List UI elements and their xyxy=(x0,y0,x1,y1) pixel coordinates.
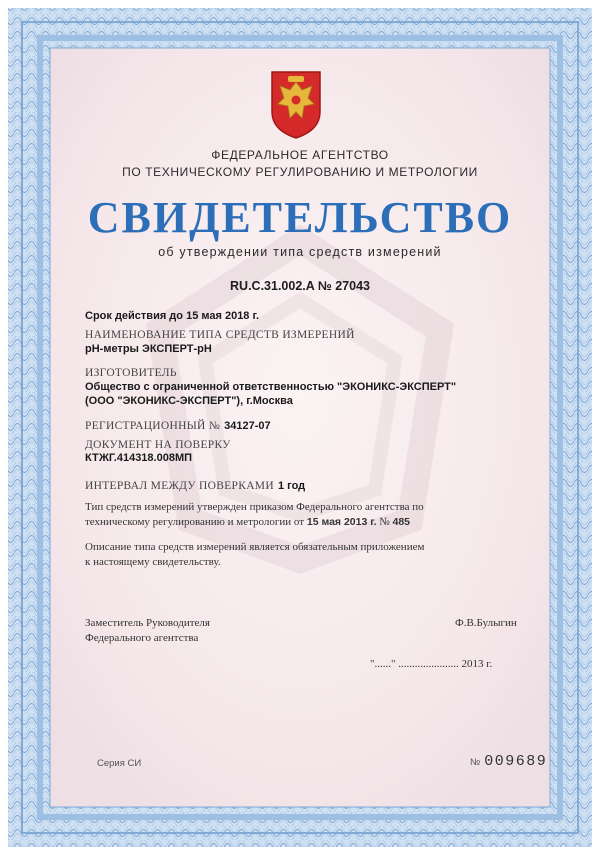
approval-order-date: 15 мая 2013 г. xyxy=(306,516,377,528)
position-line-2: Федерального агентства xyxy=(85,632,199,644)
approval-order-number: 485 xyxy=(392,516,411,528)
signature-date-line: "......" ...................... 2013 г. xyxy=(370,658,493,670)
approval-line-2-prefix: техническому регулированию и метрологии от xyxy=(85,516,305,528)
signatory-name: Ф.В.Булыгин xyxy=(455,617,517,629)
certificate-number-sign: № xyxy=(317,279,332,293)
verification-interval xyxy=(85,476,305,494)
manufacturer-label: ИЗГОТОВИТЕЛЬ xyxy=(85,367,177,379)
validity xyxy=(85,310,259,322)
serial-number xyxy=(470,752,547,770)
agency-name xyxy=(0,147,600,181)
series-label: Серия СИ xyxy=(97,758,142,769)
manufacturer-line-2: (ООО "ЭКОНИКС-ЭКСПЕРТ"), г.Москва xyxy=(85,395,293,407)
manufacturer-line-1: Общество с ограниченной ответственностью "ЭКОНИКС-ЭКСПЕРТ" xyxy=(85,381,457,393)
description-line-1: Описание типа средств измерений является обязательным приложением xyxy=(85,541,425,553)
serial-number-value: 009689 xyxy=(484,753,548,770)
serial-number-sign: № xyxy=(470,757,481,768)
document-subtitle: об утверждении типа средств измерений xyxy=(158,245,442,259)
signatory-position xyxy=(85,616,210,646)
certificate-number-value: 27043 xyxy=(335,279,370,293)
interval-label: ИНТЕРВАЛ МЕЖДУ ПОВЕРКАМИ xyxy=(85,480,274,492)
description-line-2: к настоящему свидетельству. xyxy=(85,556,221,568)
certificate-number xyxy=(0,279,600,293)
validity-date: 15 мая 2018 г. xyxy=(186,310,260,322)
approval-line-2 xyxy=(85,515,523,530)
type-name-value: pH-метры ЭКСПЕРТ-pH xyxy=(85,343,212,355)
agency-line-1: ФЕДЕРАЛЬНОЕ АГЕНТСТВО xyxy=(211,148,389,162)
approval-order-number-sign: № xyxy=(379,516,390,528)
type-name-label: НАИМЕНОВАНИЕ ТИПА СРЕДСТВ ИЗМЕРЕНИЙ xyxy=(85,329,355,341)
registration-label: РЕГИСТРАЦИОННЫЙ № xyxy=(85,420,221,432)
verification-doc-label: ДОКУМЕНТ НА ПОВЕРКУ xyxy=(85,439,231,451)
certificate-code: RU.C.31.002.A xyxy=(230,279,315,293)
registration-number xyxy=(85,416,271,434)
approval-line-1: Тип средств измерений утвержден приказом Федерального агентства по xyxy=(85,501,424,513)
registration-value: 34127-07 xyxy=(224,420,271,432)
validity-label: Срок действия до xyxy=(85,310,184,322)
description-text xyxy=(85,540,523,570)
interval-value: 1 год xyxy=(277,480,306,492)
coat-of-arms-icon xyxy=(268,68,324,140)
verification-doc-value: КТЖГ.414318.008МП xyxy=(85,452,193,464)
approval-text xyxy=(85,500,523,530)
agency-line-2: ПО ТЕХНИЧЕСКОМУ РЕГУЛИРОВАНИЮ И МЕТРОЛОГИИ xyxy=(122,165,478,179)
document-title: СВИДЕТЕЛЬСТВО xyxy=(87,193,513,242)
position-line-1: Заместитель Руководителя xyxy=(85,617,210,629)
